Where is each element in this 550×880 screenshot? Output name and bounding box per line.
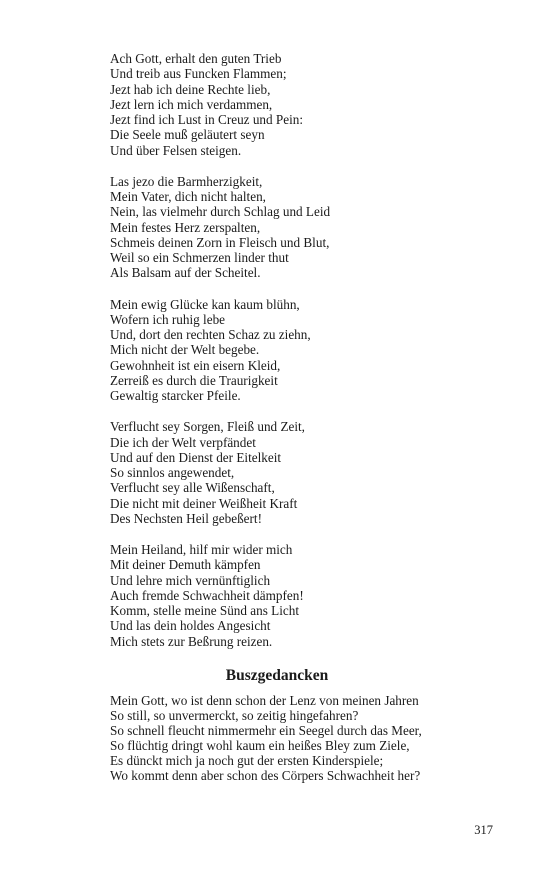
verse-line: So still, so unvermerckt, so zeitig hingefahren?	[110, 708, 359, 724]
alexandrine-poem	[110, 693, 450, 784]
page-number: 317	[474, 823, 493, 837]
verse-line: Die Seele muß geläutert seyn	[110, 127, 265, 143]
verse-line: Las jezo die Barmherzigkeit,	[110, 173, 263, 189]
verse-line: Die ich der Welt verpfändet	[110, 434, 256, 450]
verse-line: Nein, las vielmehr durch Schlag und Leid	[110, 204, 331, 220]
verse-line: Die nicht mit deiner Weißheit Kraft	[110, 495, 298, 511]
stanza-4	[110, 419, 460, 526]
verse-line: Zerreiß es durch die Traurigkeit	[110, 372, 278, 388]
section-title: Buszgedancken	[225, 667, 329, 684]
verse-line: Gewaltig starcker Pfeile.	[110, 388, 241, 403]
verse-line: Mein festes Herz zerspalten,	[110, 219, 261, 235]
verse-line: Ach Gott, erhalt den guten Trieb	[110, 51, 282, 66]
stanza-3	[110, 297, 460, 404]
verse-line: Wofern ich ruhig lebe	[110, 311, 226, 327]
verse-line: Wo kommt denn aber schon des Cörpers Schwachheit her?	[110, 768, 421, 784]
verse-line: Des Nechsten Heil gebeßert!	[110, 510, 262, 526]
verse-line: Mein ewig Glücke kan kaum blühn,	[110, 296, 300, 312]
verse-line: Mein Vater, dich nicht halten,	[110, 189, 266, 204]
verse-line: Gewohnheit ist ein eisern Kleid,	[110, 357, 281, 373]
verse-line: Verflucht sey alle Wißenschaft,	[110, 480, 275, 496]
verse-line: Und über Felsen steigen.	[110, 142, 242, 158]
verse-line: Mich nicht der Welt begebe.	[110, 342, 260, 358]
verse-line: Komm, stelle meine Sünd ans Licht	[110, 603, 299, 618]
verse-line: Schmeis deinen Zorn in Fleisch und Blut,	[110, 234, 330, 250]
stanza-1	[110, 51, 460, 158]
verse-line: Mit deiner Demuth kämpfen	[110, 557, 261, 573]
verse-line: Weil so ein Schmerzen linder thut	[110, 250, 289, 265]
verse-line: So schnell fleucht nimmermehr ein Seegel durch das Meer,	[110, 723, 422, 739]
verse-line: Und auf den Dienst der Eitelkeit	[110, 449, 282, 465]
verse-line: Jezt hab ich deine Rechte lieb,	[110, 81, 271, 97]
stanza-2	[110, 174, 460, 281]
verse-line: Und treib aus Funcken Flammen;	[110, 66, 287, 82]
verse-line: So sinnlos angewendet,	[110, 465, 235, 480]
verse-line: Als Balsam auf der Scheitel.	[110, 265, 261, 281]
verse-line: Auch fremde Schwachheit dämpfen!	[110, 587, 304, 603]
verse-line: Verflucht sey Sorgen, Fleiß und Zeit,	[110, 419, 305, 435]
poem	[110, 51, 460, 665]
verse-line: So flüchtig dringt wohl kaum ein heißes Bley zum Ziele,	[110, 738, 410, 754]
verse-line: Mich stets zur Beßrung reizen.	[110, 633, 273, 649]
verse-line: Es dünckt mich ja noch gut der ersten Kinderspiele;	[110, 753, 384, 769]
verse-line: Und, dort den rechten Schaz zu ziehn,	[110, 327, 311, 342]
verse-line: Jezt find ich Lust in Creuz und Pein:	[110, 112, 304, 127]
verse-line: Mein Gott, wo ist denn schon der Lenz von meinen Jahren	[110, 693, 419, 708]
verse-line: Mein Heiland, hilf mir wider mich	[110, 542, 293, 557]
verse-line: Jezt lern ich mich verdammen,	[110, 96, 273, 112]
verse-line: Und lehre mich vernünftiglich	[110, 572, 271, 588]
verse-line: Und las dein holdes Angesicht	[110, 618, 271, 634]
stanza-5	[110, 542, 460, 649]
